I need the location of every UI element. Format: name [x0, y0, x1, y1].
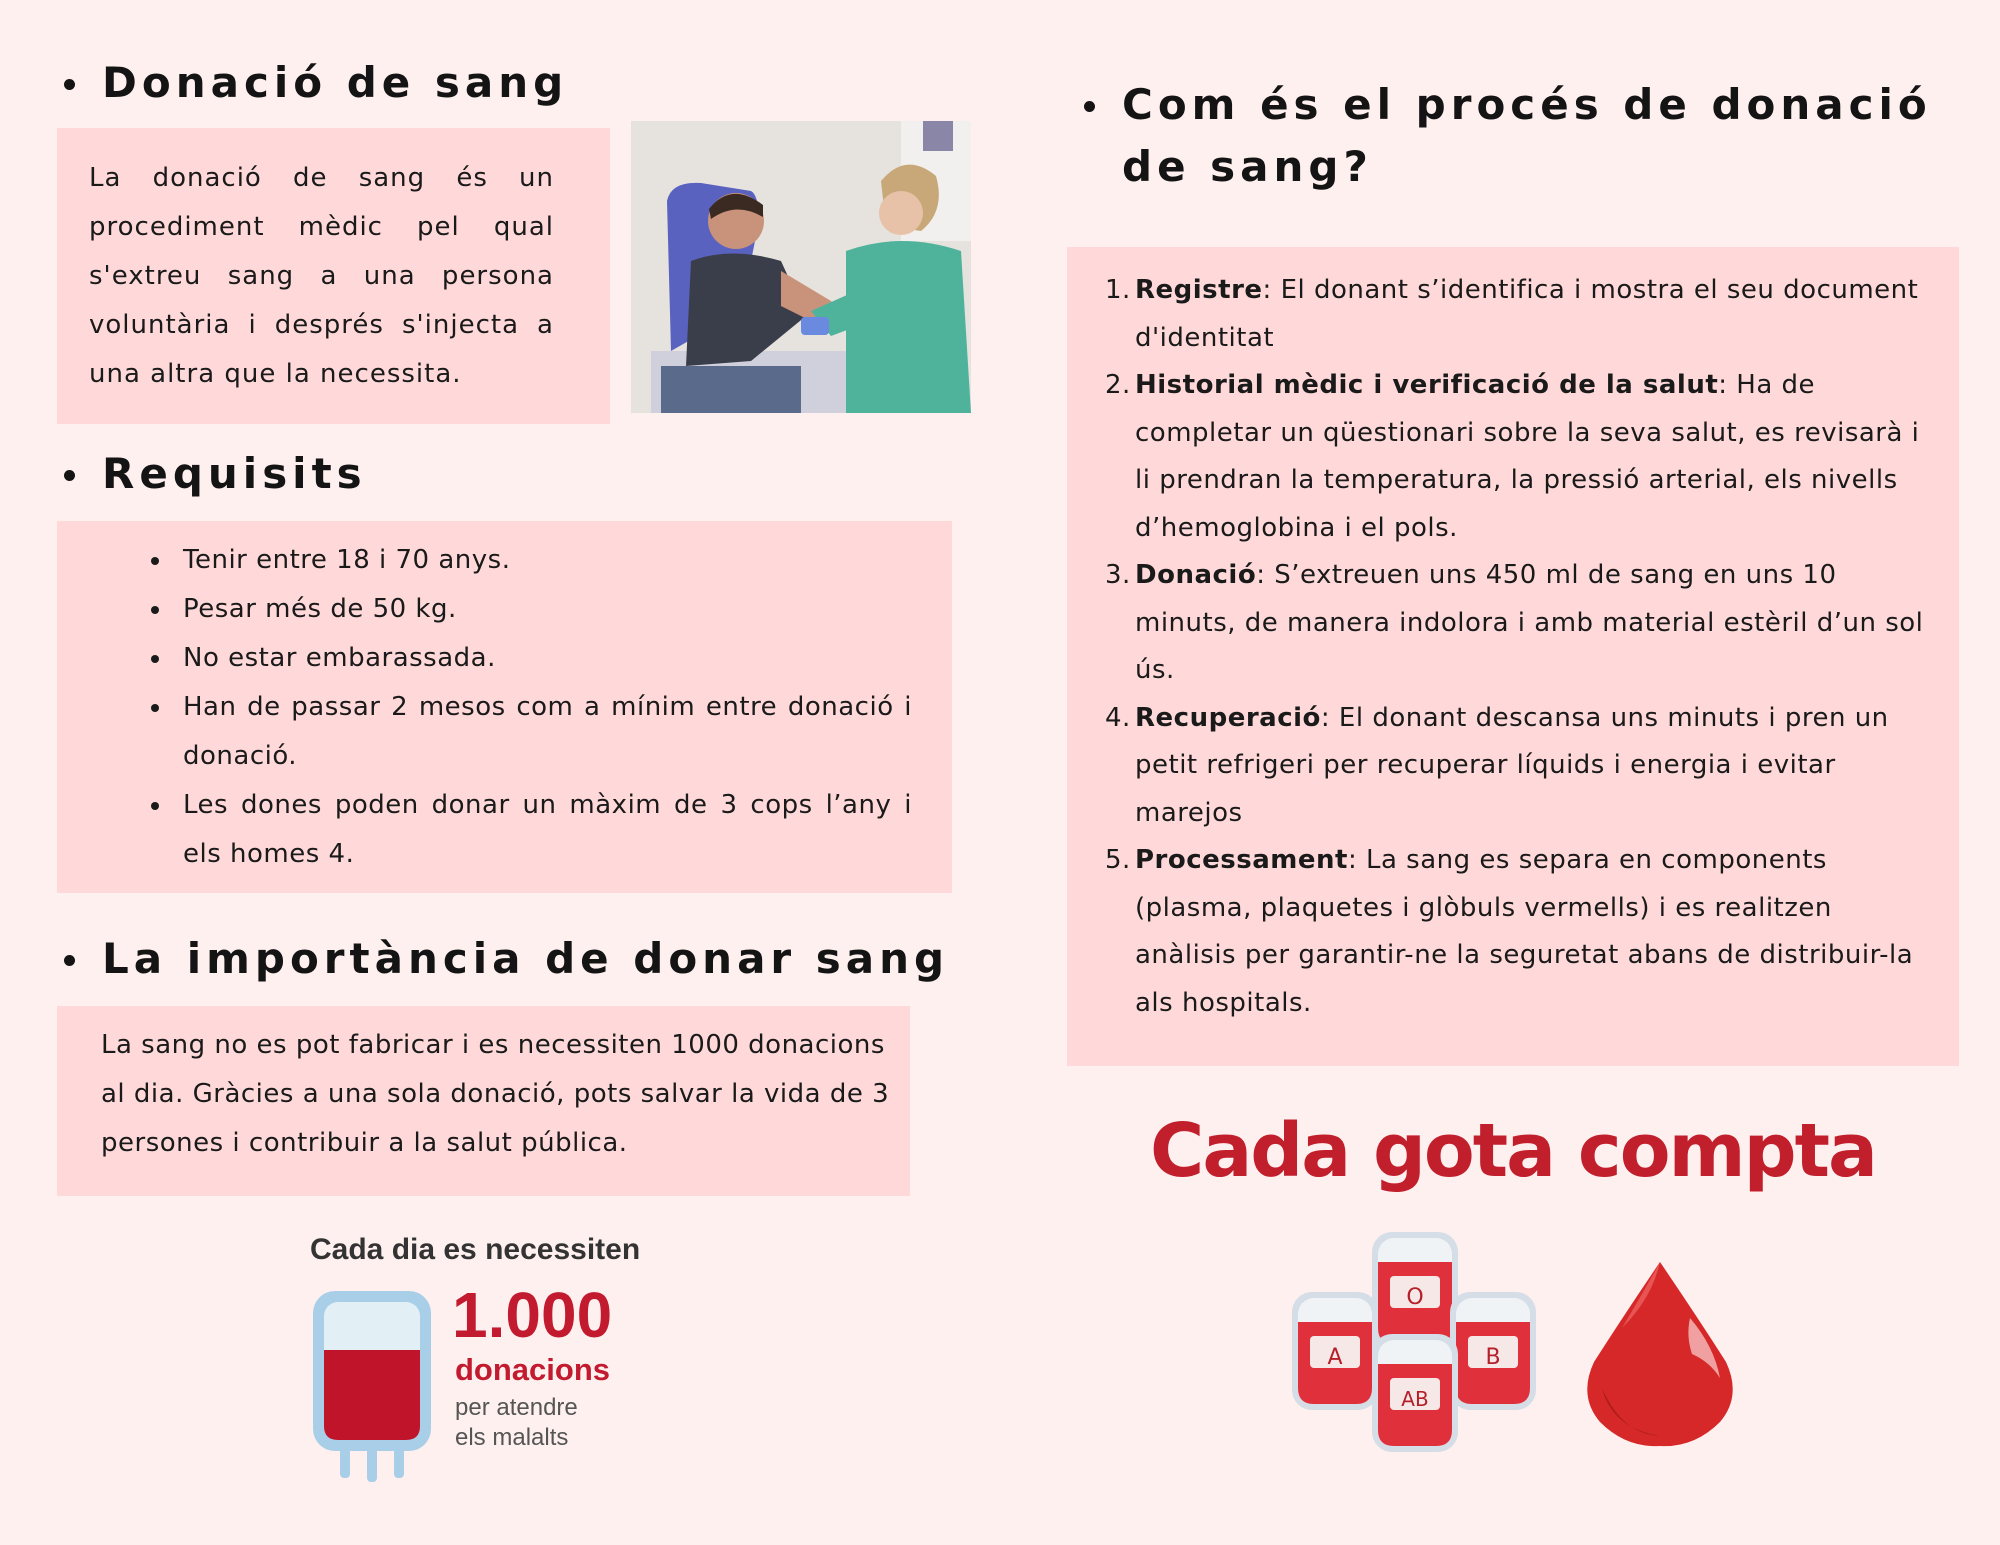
list-item: Han de passar 2 mesos com a mínim entre donació i donació.	[149, 683, 912, 781]
list-item: No estar embarassada.	[149, 634, 912, 683]
infographic-line2: els malalts	[455, 1424, 569, 1451]
donacio-box	[57, 128, 610, 424]
step-text: : S’extreuen uns 450 ml de sang en uns 10 minuts, de manera indolora i amb material estèril d’un sol ús.	[1135, 560, 1924, 685]
step-text: : El donant descansa uns minuts i pren un petit refrigeri per recuperar líquids i energia i evitar marejos	[1135, 702, 1889, 828]
heading-proces	[1084, 74, 2000, 198]
blood-bags-icon	[1290, 1232, 1540, 1472]
step-term: Donació	[1135, 560, 1257, 590]
step-number: 4.	[1105, 702, 1131, 733]
step-term: Recuperació	[1135, 702, 1321, 733]
step-number: 5.	[1105, 845, 1131, 875]
step-item	[1087, 552, 1937, 695]
blood-type-label: B	[1485, 1345, 1501, 1370]
blood-bag-icon	[310, 1288, 440, 1488]
donation-photo	[631, 121, 971, 413]
infographic-line1: per atendre	[455, 1394, 578, 1421]
infographic-title: Cada dia es necessiten	[310, 1233, 641, 1266]
step-term: Registre	[1135, 275, 1263, 305]
heading-proces-text: Com és el procés de donació de sang?	[1122, 80, 1932, 191]
heading-requisits-text: Requisits	[102, 449, 367, 498]
infographic-unit: donacions	[455, 1352, 611, 1387]
heading-importancia-text: La importància de donar sang	[102, 934, 950, 983]
list-item: Pesar més de 50 kg.	[149, 585, 912, 634]
heading-requisits	[64, 443, 367, 505]
heading-importancia	[64, 928, 949, 990]
bullet-icon	[64, 955, 75, 966]
heading-donacio-text: Donació de sang	[102, 58, 569, 107]
blood-type-label: AB	[1401, 1387, 1429, 1411]
step-term: Historial mèdic i verificació de la salut	[1135, 370, 1719, 400]
step-text: : La sang es separa en components (plasma, plaquetes i glòbuls vermells) i es realitzen anàlisis per garantir-ne la seguretat abans de distribuir-la als hospitals.	[1135, 845, 1914, 1018]
donacio-text: La donació de sang és un procediment mèdic pel qual s'extreu sang a una persona voluntària i després s'injecta a una altra que la necessita.	[89, 163, 554, 389]
slogan: Cada gota compta	[1150, 1108, 1876, 1194]
list-item: Les dones poden donar un màxim de 3 cops l’any i els homes 4.	[149, 781, 912, 879]
heading-donacio	[64, 52, 568, 114]
step-item	[1087, 362, 1937, 552]
step-text: : El donant s’identifica i mostra el seu document d'identitat	[1135, 275, 1919, 353]
requisits-list	[149, 536, 912, 879]
bullet-icon	[64, 79, 75, 90]
list-item: Tenir entre 18 i 70 anys.	[149, 536, 912, 585]
blood-type-label: A	[1327, 1345, 1343, 1370]
photo-illustration	[631, 121, 971, 413]
step-term: Processament	[1135, 845, 1348, 875]
step-number: 1.	[1105, 275, 1131, 305]
step-item	[1087, 267, 1937, 362]
step-item	[1087, 837, 1937, 1027]
importancia-box	[57, 1006, 910, 1196]
blood-drop-icon	[1582, 1258, 1738, 1448]
importancia-text: La sang no es pot fabricar i es necessiten 1000 donacions al dia. Gràcies a una sola donació, pots salvar la vida de 3 persones i contribuir a la salut pública.	[101, 1030, 890, 1158]
requisits-box	[57, 521, 952, 893]
blood-type-label: O	[1406, 1285, 1424, 1310]
step-number: 3.	[1105, 560, 1131, 590]
step-number: 2.	[1105, 370, 1131, 400]
infographic-number: 1.000	[452, 1279, 613, 1351]
proces-steps	[1087, 267, 1937, 1027]
step-text: : Ha de completar un qüestionari sobre la seva salut, es revisarà i li prendran la temperatura, la pressió arterial, els nivells d’hemoglobina i el pols.	[1135, 370, 1920, 543]
daily-donations-infographic	[300, 1228, 720, 1488]
proces-box	[1067, 247, 1959, 1066]
bullet-icon	[1084, 101, 1095, 112]
bullet-icon	[64, 470, 75, 481]
step-item	[1087, 695, 1937, 838]
